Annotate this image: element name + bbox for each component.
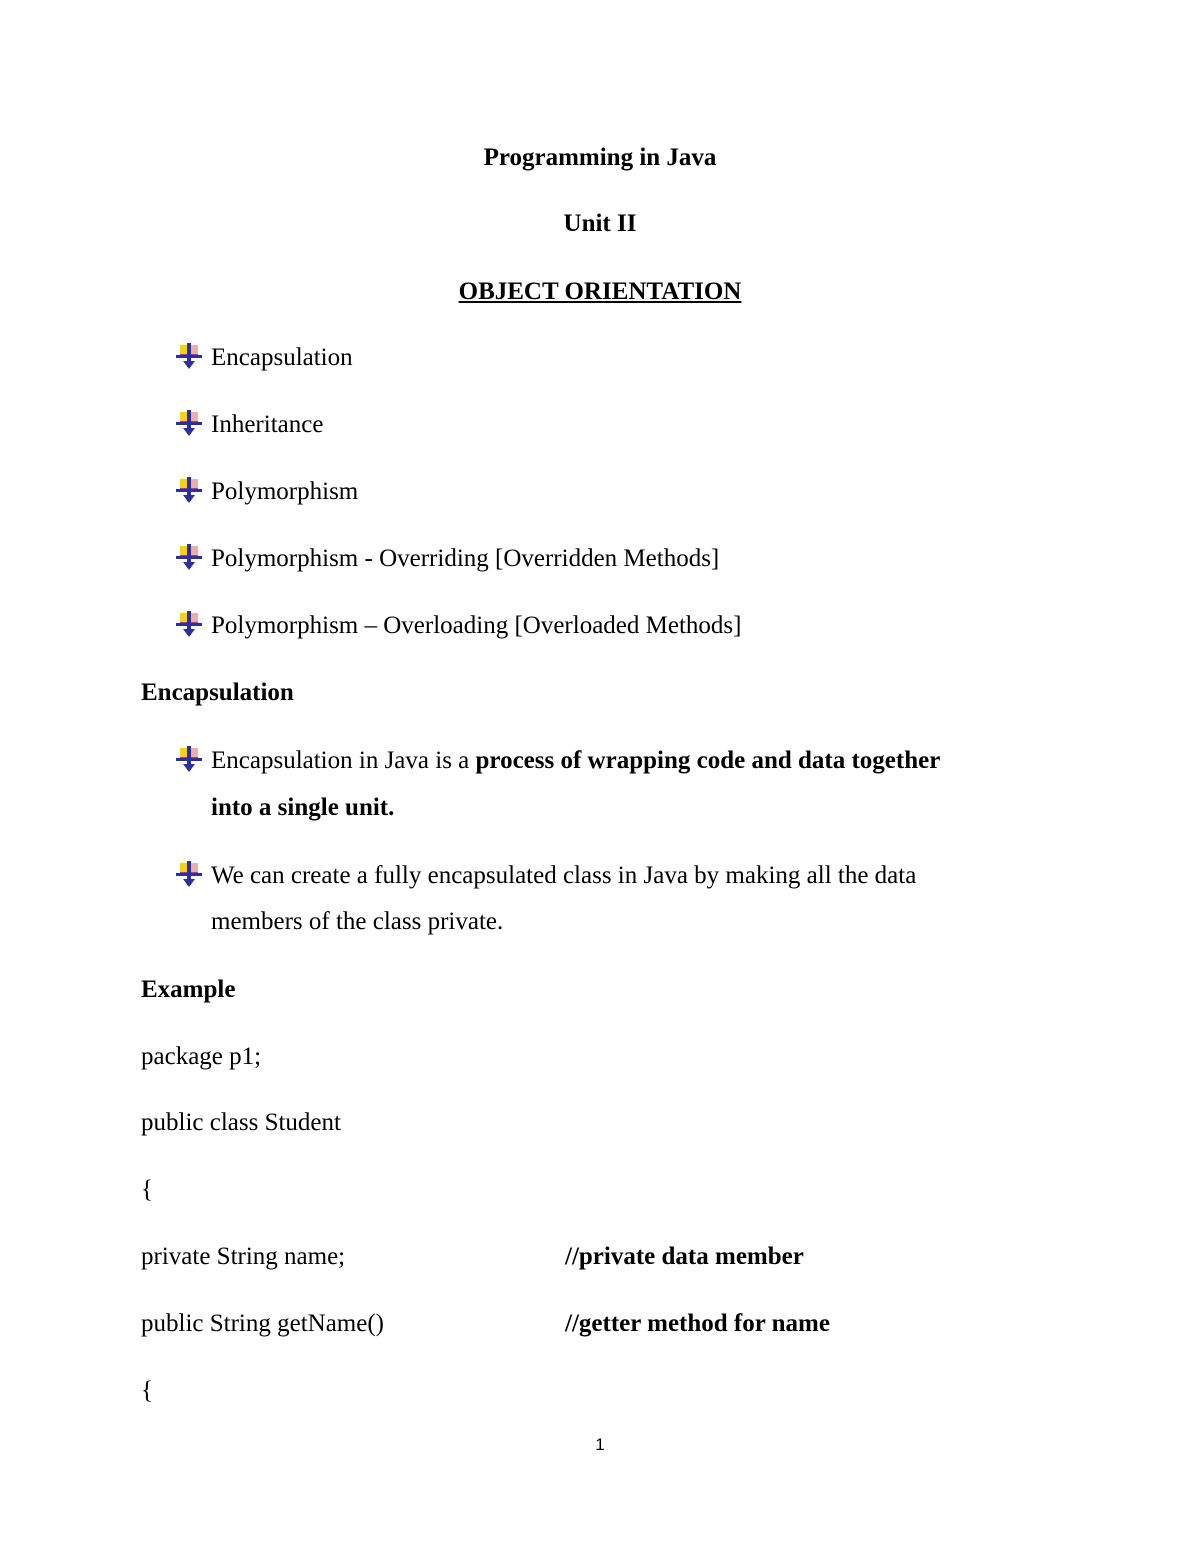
arrow-bullet-icon [176,410,202,436]
code-comment: //private data member [565,1243,804,1270]
code-line: private String name; [141,1243,346,1270]
arrow-bullet-icon [176,861,202,887]
arrow-bullet-icon [176,477,202,503]
code-line: { [141,1377,153,1404]
code-line: public class Student [141,1109,341,1136]
topic-item: Encapsulation [211,344,353,371]
encapsulation-point-1 [211,746,940,776]
code-line: { [141,1176,153,1203]
arrow-bullet-icon [176,343,202,369]
encapsulation-point-2: We can create a fully encapsulated class in Java by making all the data [211,862,917,889]
unit-label: Unit II [563,210,637,237]
topic-item: Inheritance [211,411,324,438]
document-title: Programming in Java [483,144,717,171]
code-line: package p1; [141,1043,262,1070]
code-comment: //getter method for name [565,1310,830,1337]
encapsulation-heading: Encapsulation [141,679,294,706]
encapsulation-point-1-text: Encapsulation in Java is a [211,747,476,774]
topic-item: Polymorphism [211,478,359,505]
section-title: OBJECT ORIENTATION [458,278,742,305]
arrow-bullet-icon [176,544,202,570]
topic-item: Polymorphism – Overloading [Overloaded Methods] [211,612,742,639]
topic-item: Polymorphism - Overriding [Overridden Methods] [211,545,720,572]
encapsulation-point-1-bold: process of wrapping code and data together [475,747,941,774]
encapsulation-point-1-continued: into a single unit. [211,794,395,821]
arrow-bullet-icon [176,611,202,637]
arrow-bullet-icon [176,746,202,772]
encapsulation-point-2-continued: members of the class private. [211,908,504,935]
example-heading: Example [141,976,236,1003]
code-line: public String getName() [141,1310,384,1337]
page-number: 1 [595,1435,605,1454]
